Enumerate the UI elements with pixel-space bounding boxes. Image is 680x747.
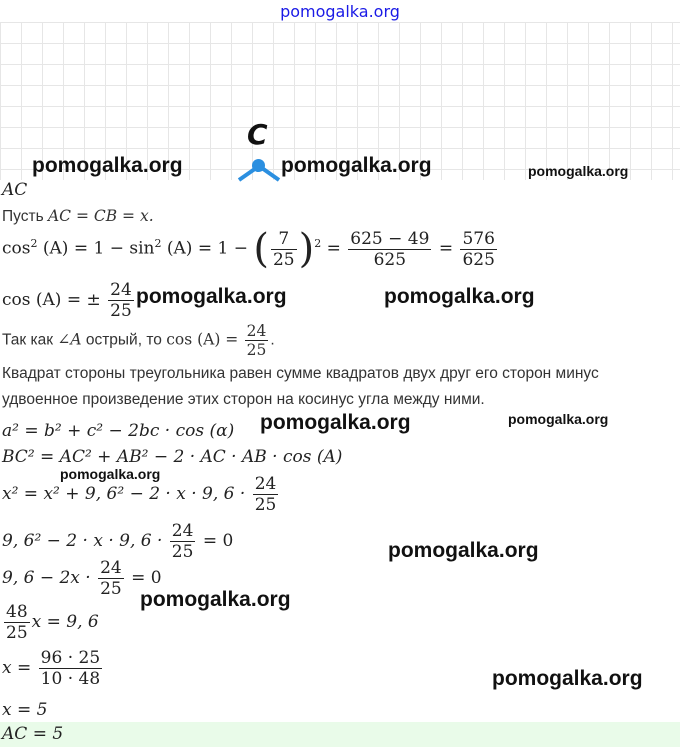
math-line-10: x² = x² + 9, 6² − 2 · x · 9, 6 · $\frac{24}{25}$: [2, 474, 277, 515]
watermark: pomogalka.org: [388, 539, 539, 562]
site-header-link[interactable]: pomogalka.org: [280, 2, 400, 21]
math-line-15: x = 5: [2, 700, 48, 720]
math-line-9: BC² = AC² + AB² − 2 · AC · AB · cos (A): [2, 447, 343, 467]
answer-highlight: [0, 722, 680, 747]
math-line-11: 9, 6² − 2 · x · 9, 6 · $\frac{24}{25}$ = 0: [2, 521, 234, 562]
watermark: pomogalka.org: [384, 285, 535, 308]
math-line-4: cos (A) = ± $\frac{24}{25}$: [2, 280, 132, 321]
math-line-1: AC: [2, 180, 28, 200]
text-line-rule-2: удвоенное произведение этих сторон на косинус угла между ними.: [2, 391, 485, 408]
math-line-13: $\frac{48}{25}$ x = 9, 6: [6, 602, 99, 643]
watermark: pomogalka.org: [60, 466, 161, 482]
math-line-8: a² = b² + c² − 2bc · cos (α): [2, 421, 235, 441]
math-line-3: $\cos^2 (A) = 1 - \sin^2 (A) = 1$ − ( $\frac{7}{25}$ )$^2$ = $\frac{625 - 49}{625}$ = $\frac{576}{625}$: [2, 226, 495, 272]
watermark: pomogalka.org: [136, 285, 287, 308]
watermark: pomogalka.org: [508, 411, 609, 427]
watermark: pomogalka.org: [528, 163, 629, 179]
math-line-5: Так как ∠A острый, то cos (A) = $\frac{24}{25}$ .: [2, 322, 275, 359]
vertex-point: [252, 159, 265, 172]
watermark: pomogalka.org: [260, 411, 411, 434]
watermark: pomogalka.org: [32, 154, 183, 177]
text-line-rule: Квадрат стороны треугольника равен сумме квадратов двух друг его сторон минус: [2, 365, 599, 382]
answer-line: AC = 5: [2, 724, 64, 744]
watermark: pomogalka.org: [281, 154, 432, 177]
watermark: pomogalka.org: [492, 667, 643, 690]
math-line-12: 9, 6 − 2x · $\frac{24}{25}$ = 0: [2, 558, 162, 599]
math-line-14: x = $\frac{96 \cdot 25}{10 \cdot 48}$: [2, 648, 101, 689]
vertex-label-c: C: [247, 118, 268, 151]
watermark: pomogalka.org: [140, 588, 291, 611]
math-line-2: Пусть AC = CB = x.: [2, 207, 154, 225]
